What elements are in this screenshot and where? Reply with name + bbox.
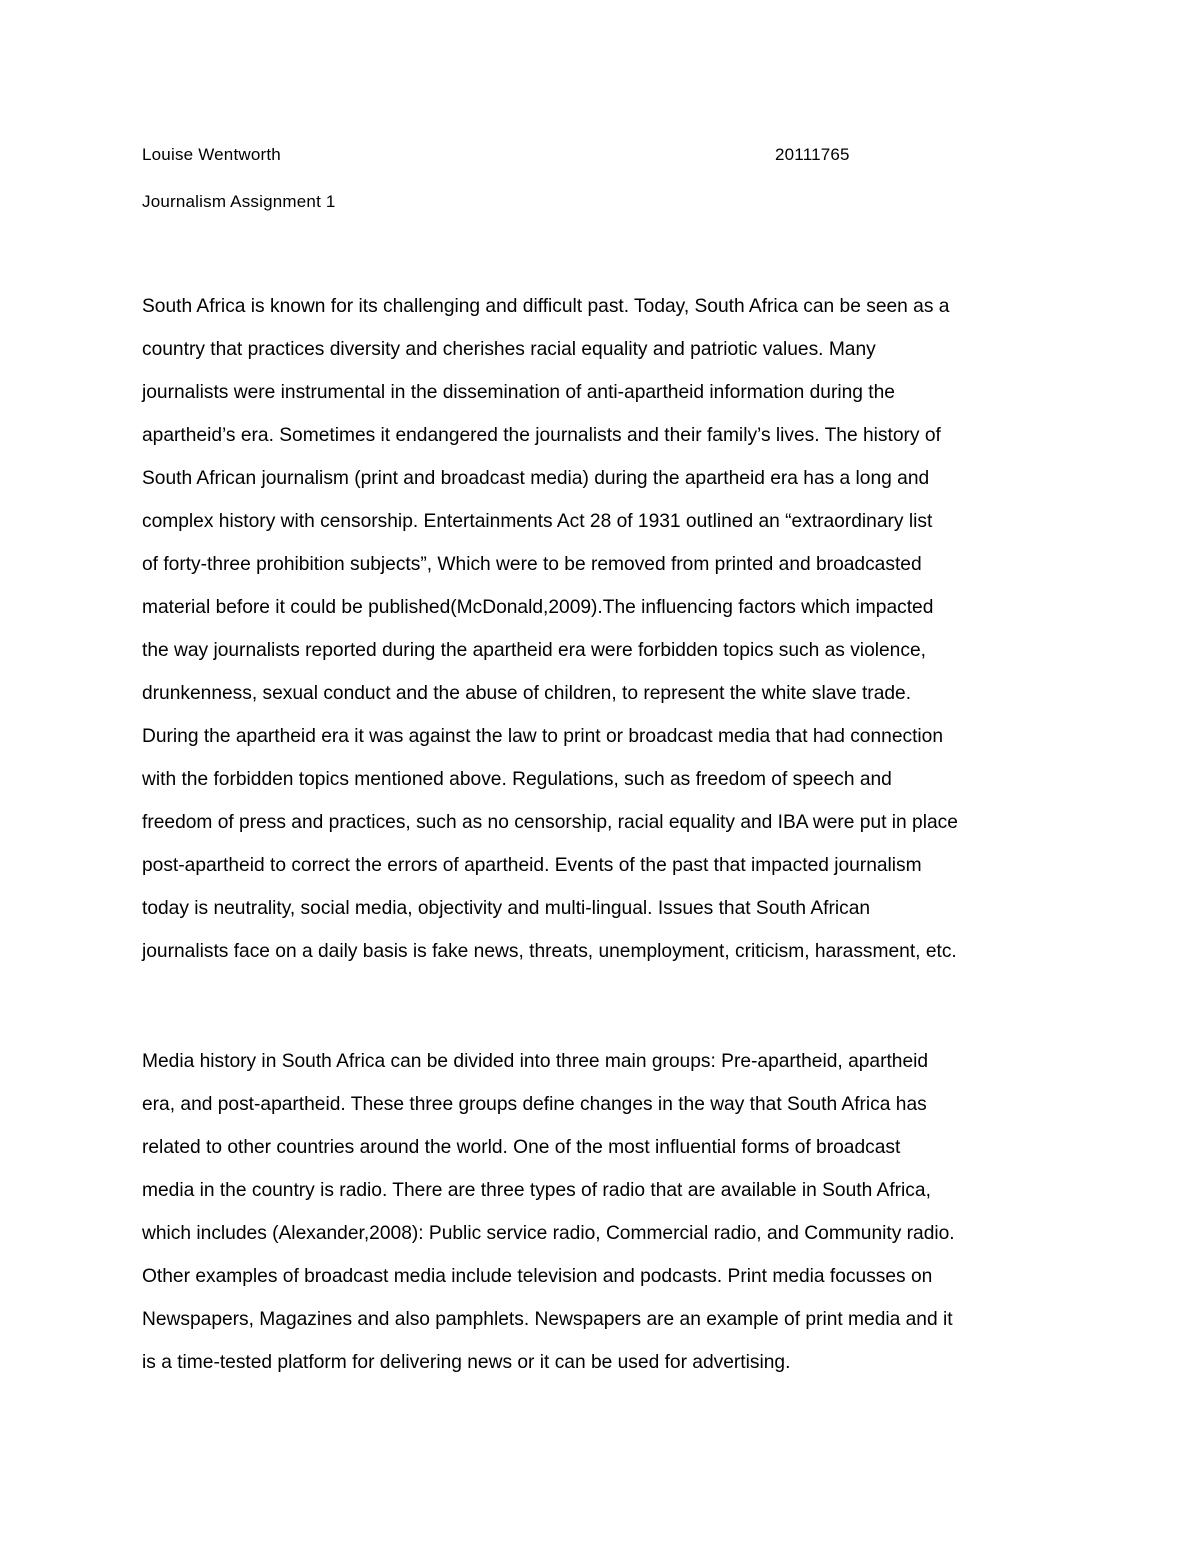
paragraph-line: Other examples of broadcast media include television and podcasts. Print media focusses on	[142, 1266, 933, 1287]
paragraph-line: era, and post-apartheid. These three groups define changes in the way that South Africa has	[142, 1094, 927, 1115]
paragraph-line: Media history in South Africa can be divided into three main groups: Pre-apartheid, apartheid	[142, 1051, 929, 1072]
paragraph-line: Newspapers, Magazines and also pamphlets. Newspapers are an example of print media and it	[142, 1309, 953, 1330]
paragraph-line: South African journalism (print and broadcast media) during the apartheid era has a long and	[142, 468, 930, 489]
paragraph-line: During the apartheid era it was against the law to print or broadcast media that had connection	[142, 726, 944, 747]
paragraph-line: post-apartheid to correct the errors of apartheid. Events of the past that impacted journalism	[142, 855, 922, 876]
paragraph-line: South Africa is known for its challenging and difficult past. Today, South Africa can be seen as a	[142, 296, 950, 317]
author-name: Louise Wentworth	[142, 145, 281, 164]
paragraph-line: complex history with censorship. Entertainments Act 28 of 1931 outlined an “extraordinary list	[142, 511, 933, 532]
paragraph-line: today is neutrality, social media, objectivity and multi-lingual. Issues that South African	[142, 898, 871, 919]
paragraph-line: related to other countries around the world. One of the most influential forms of broadcast	[142, 1137, 901, 1158]
paragraph-line: of forty-three prohibition subjects”, Which were to be removed from printed and broadcasted	[142, 554, 922, 575]
paragraph-line: freedom of press and practices, such as no censorship, racial equality and IBA were put in place	[142, 812, 958, 833]
paragraph-line: country that practices diversity and cherishes racial equality and patriotic values. Many	[142, 339, 876, 360]
paragraph-line: journalists were instrumental in the dissemination of anti-apartheid information during the	[142, 382, 895, 403]
paragraph-line: media in the country is radio. There are three types of radio that are available in South Africa,	[142, 1180, 931, 1201]
paragraph-line: the way journalists reported during the apartheid era were forbidden topics such as violence,	[142, 640, 926, 661]
student-id: 20111765	[775, 145, 850, 164]
paragraph-line: is a time-tested platform for delivering news or it can be used for advertising.	[142, 1352, 791, 1373]
assignment-title: Journalism Assignment 1	[142, 192, 336, 211]
paragraph-line: with the forbidden topics mentioned above. Regulations, such as freedom of speech and	[142, 769, 892, 790]
paragraph-line: apartheid’s era. Sometimes it endangered the journalists and their family’s lives. The history of	[142, 425, 941, 446]
paragraph-line: drunkenness, sexual conduct and the abuse of children, to represent the white slave trade.	[142, 683, 912, 704]
paragraph-line: which includes (Alexander,2008): Public service radio, Commercial radio, and Community radio.	[142, 1223, 955, 1244]
paragraph-line: material before it could be published(McDonald,2009).The influencing factors which impacted	[142, 597, 934, 618]
paragraph-line: journalists face on a daily basis is fake news, threats, unemployment, criticism, harassment, etc.	[142, 941, 957, 962]
